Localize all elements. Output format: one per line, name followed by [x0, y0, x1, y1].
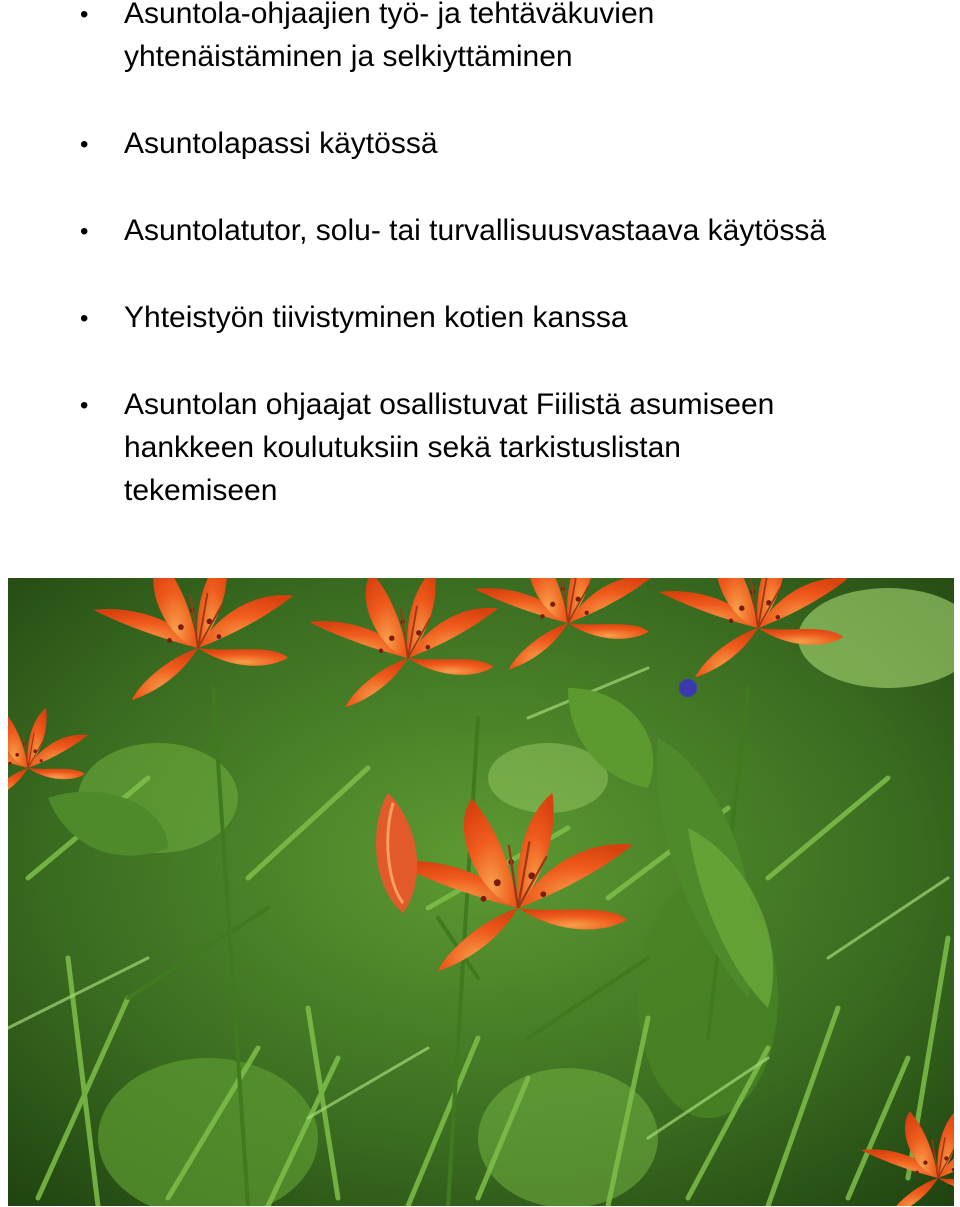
- bullet-text: Asuntolatutor, solu- tai turvallisuusvastaava käytössä: [124, 214, 827, 247]
- bullet-text: Asuntolapassi käytössä: [124, 127, 438, 160]
- bullet-marker: •: [80, 1, 89, 28]
- bullet-text: Asuntolan ohjaajat osallistuvat Fiilistä asumiseen hankkeen koulutuksiin sekä tarkistuslistan tekemiseen: [124, 388, 775, 507]
- bullet-marker: •: [80, 218, 89, 245]
- bullet-marker: •: [80, 392, 89, 419]
- bullet-text: Asuntola-ohjaajien työ- ja tehtäväkuvien yhtenäistäminen ja selkiyttäminen: [124, 0, 655, 73]
- bullet-marker: •: [80, 131, 89, 158]
- bullet-marker: •: [80, 305, 89, 332]
- bullet-text: Yhteistyön tiivistyminen kotien kanssa: [124, 301, 628, 334]
- orange-lily-photo: [8, 578, 954, 1206]
